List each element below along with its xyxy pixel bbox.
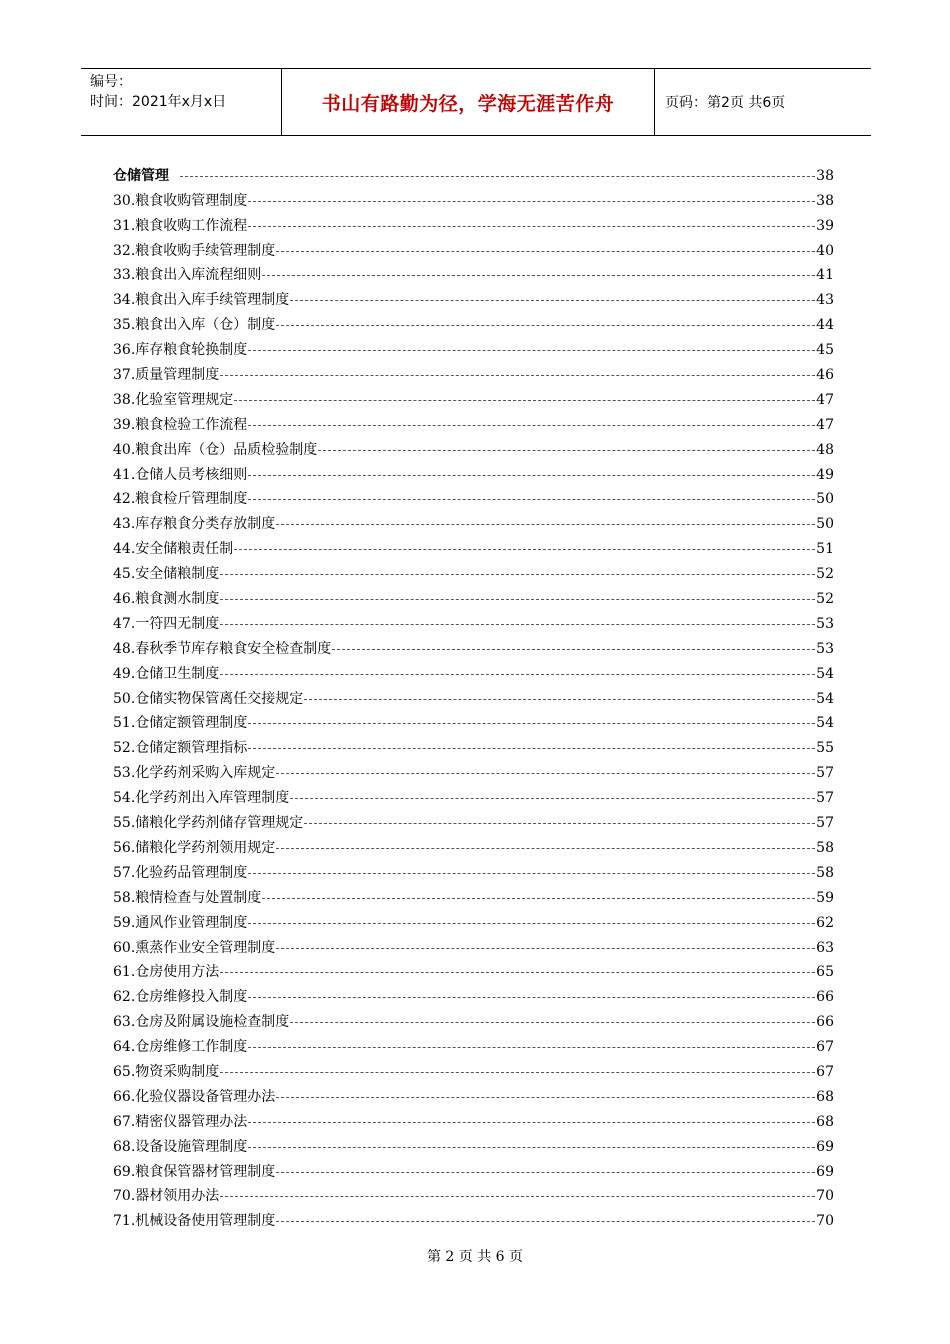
toc-entry-title: 69.粮食保管器材管理制度: [113, 1163, 276, 1180]
toc-entry-title: 35.粮食出入库（仓）制度: [113, 317, 276, 334]
toc-entry[interactable]: [113, 659, 834, 684]
toc-entry-title: 43.库存粮食分类存放制度: [113, 516, 276, 533]
toc-entry-title: 40.粮食出库（仓）品质检验制度: [113, 441, 318, 458]
document-number-label: 编号：: [90, 74, 132, 90]
toc-entry[interactable]: [113, 1206, 834, 1231]
toc-entry[interactable]: [113, 559, 834, 584]
toc-entry[interactable]: [113, 1157, 834, 1182]
toc-entry-page: 65: [816, 964, 834, 981]
toc-entry-page: 58: [816, 864, 834, 881]
toc-entry-title: 30.粮食收购管理制度: [113, 192, 248, 209]
toc-entry[interactable]: [113, 982, 834, 1007]
toc-entry[interactable]: [113, 609, 834, 634]
dot-leader: [318, 450, 815, 451]
toc-entry-title: 45.安全储粮制度: [113, 566, 220, 583]
toc-entry-page: 39: [816, 217, 834, 234]
toc-entry-page: 44: [816, 317, 834, 334]
toc-entry[interactable]: [113, 1107, 834, 1132]
dot-leader: [220, 624, 815, 625]
toc-entry-page: 45: [816, 342, 834, 359]
dot-leader: [248, 425, 815, 426]
toc-entry[interactable]: [113, 883, 834, 908]
toc-entry[interactable]: [113, 485, 834, 510]
dot-leader: [248, 201, 815, 202]
toc-entry-page: 59: [816, 889, 834, 906]
toc-entry[interactable]: [113, 186, 834, 211]
toc-entry-page: 57: [816, 790, 834, 807]
table-of-contents: [113, 161, 834, 1231]
toc-entry-title: 仓储管理: [113, 167, 169, 184]
toc-entry-title: 42.粮食检斤管理制度: [113, 491, 248, 508]
toc-entry-page: 54: [816, 690, 834, 707]
dot-leader: [276, 773, 815, 774]
toc-entry-title: 55.储粮化学药剂储存管理规定: [113, 815, 304, 832]
toc-entry-page: 38: [816, 167, 834, 184]
toc-entry[interactable]: [113, 360, 834, 385]
toc-entry-title: 67.精密仪器管理办法: [113, 1113, 248, 1130]
toc-entry-page: 47: [816, 416, 834, 433]
toc-entry-title: 52.仓储定额管理指标: [113, 740, 248, 757]
dot-leader: [304, 699, 815, 700]
toc-entry-title: 44.安全储粮责任制: [113, 541, 234, 558]
toc-entry-title: 51.仓储定额管理制度: [113, 715, 248, 732]
dot-leader: [276, 1221, 815, 1222]
toc-entry-page: 67: [816, 1063, 834, 1080]
toc-entry-page: 70: [816, 1188, 834, 1205]
dot-leader: [248, 226, 815, 227]
toc-entry[interactable]: [113, 808, 834, 833]
toc-entry-title: 38.化验室管理规定: [113, 391, 234, 408]
header-page-code: 页码：第2页 共6页: [665, 95, 786, 111]
toc-entry[interactable]: [113, 634, 834, 659]
toc-entry-title: 57.化验药品管理制度: [113, 864, 248, 881]
toc-entry[interactable]: [113, 385, 834, 410]
toc-entry-page: 52: [816, 566, 834, 583]
toc-entry-title: 37.质量管理制度: [113, 367, 220, 384]
toc-entry-page: 57: [816, 815, 834, 832]
toc-entry[interactable]: [113, 285, 834, 310]
toc-entry-title: 68.设备设施管理制度: [113, 1138, 248, 1155]
dot-leader: [220, 674, 815, 675]
dot-leader: [248, 873, 815, 874]
toc-entry-page: 52: [816, 591, 834, 608]
toc-entry-page: 49: [816, 466, 834, 483]
dot-leader: [220, 972, 815, 973]
toc-entry[interactable]: [113, 1132, 834, 1157]
toc-entry[interactable]: [113, 410, 834, 435]
toc-entry-title: 59.通风作业管理制度: [113, 914, 248, 931]
dot-leader: [220, 375, 815, 376]
toc-entry-title: 54.化学药剂出入库管理制度: [113, 790, 290, 807]
toc-entry-page: 58: [816, 839, 834, 856]
toc-entry-title: 65.物资采购制度: [113, 1063, 220, 1080]
toc-entry[interactable]: [113, 709, 834, 734]
dot-leader: [276, 848, 815, 849]
toc-entry-page: 46: [816, 367, 834, 384]
toc-entry-page: 41: [816, 267, 834, 284]
toc-entry-title: 39.粮食检验工作流程: [113, 416, 248, 433]
toc-entry-page: 63: [816, 939, 834, 956]
toc-entry-page: 51: [816, 541, 834, 558]
toc-entry-page: 50: [816, 516, 834, 533]
dot-leader: [332, 649, 815, 650]
toc-entry[interactable]: [113, 684, 834, 709]
toc-entry[interactable]: [113, 958, 834, 983]
dot-leader: [290, 798, 815, 799]
toc-entry-page: 54: [816, 715, 834, 732]
toc-entry-title: 53.化学药剂采购入库规定: [113, 765, 276, 782]
toc-entry-page: 66: [816, 989, 834, 1006]
dot-leader: [248, 475, 815, 476]
toc-entry-page: 53: [816, 640, 834, 657]
toc-entry[interactable]: [113, 1182, 834, 1207]
toc-entry-title: 46.粮食测水制度: [113, 591, 220, 608]
toc-entry-page: 68: [816, 1088, 834, 1105]
toc-entry-page: 67: [816, 1039, 834, 1056]
dot-leader: [248, 997, 815, 998]
toc-entry[interactable]: [113, 435, 834, 460]
dot-leader: [220, 1196, 815, 1197]
toc-entry-title: 31.粮食收购工作流程: [113, 217, 248, 234]
toc-entry[interactable]: [113, 310, 834, 335]
page-header: [81, 68, 871, 136]
toc-entry-page: 38: [816, 192, 834, 209]
toc-entry-title: 60.熏蒸作业安全管理制度: [113, 939, 276, 956]
dot-leader: [262, 898, 815, 899]
toc-entry-page: 66: [816, 1014, 834, 1031]
dot-leader: [220, 574, 815, 575]
toc-entry-title: 63.仓房及附属设施检查制度: [113, 1014, 290, 1031]
dot-leader: [262, 275, 815, 276]
toc-entry-title: 50.仓储实物保管离任交接规定: [113, 690, 304, 707]
dot-leader: [248, 499, 815, 500]
dot-leader: [248, 923, 815, 924]
dot-leader: [290, 300, 815, 301]
toc-entry-title: 49.仓储卫生制度: [113, 665, 220, 682]
dot-leader: [276, 1097, 815, 1098]
toc-entry-page: 40: [816, 242, 834, 259]
toc-entry-page: 53: [816, 615, 834, 632]
toc-entry[interactable]: [113, 758, 834, 783]
dot-leader: [304, 823, 815, 824]
toc-entry-title: 34.粮食出入库手续管理制度: [113, 292, 290, 309]
dot-leader: [234, 549, 815, 550]
toc-entry-title: 70.器材领用办法: [113, 1188, 220, 1205]
toc-entry-page: 54: [816, 665, 834, 682]
dot-leader: [220, 599, 815, 600]
toc-entry-page: 50: [816, 491, 834, 508]
dot-leader: [220, 1072, 815, 1073]
toc-entry[interactable]: [113, 1057, 834, 1082]
toc-entry[interactable]: [113, 933, 834, 958]
toc-entry[interactable]: [113, 584, 834, 609]
toc-entry-title: 48.春秋季节库存粮食安全检查制度: [113, 640, 332, 657]
toc-entry-title: 58.粮情检查与处置制度: [113, 889, 262, 906]
toc-section-heading[interactable]: [113, 161, 834, 186]
toc-entry-title: 62.仓房维修投入制度: [113, 989, 248, 1006]
toc-entry-title: 66.化验仪器设备管理办法: [113, 1088, 276, 1105]
dot-leader: [248, 748, 815, 749]
toc-entry-title: 47.一符四无制度: [113, 615, 220, 632]
toc-entry[interactable]: [113, 783, 834, 808]
header-motto: 书山有路勤为径，学海无涯苦作舟: [282, 69, 655, 135]
toc-entry[interactable]: [113, 858, 834, 883]
toc-entry-title: 61.仓房使用方法: [113, 964, 220, 981]
toc-entry-title: 32.粮食收购手续管理制度: [113, 242, 276, 259]
dot-leader: [180, 176, 815, 177]
dot-leader: [248, 1047, 815, 1048]
dot-leader: [248, 723, 815, 724]
toc-entry-page: 62: [816, 914, 834, 931]
dot-leader: [248, 1122, 815, 1123]
toc-entry-page: 43: [816, 292, 834, 309]
toc-entry[interactable]: [113, 460, 834, 485]
toc-entry-title: 33.粮食出入库流程细则: [113, 267, 262, 284]
toc-entry[interactable]: [113, 733, 834, 758]
toc-entry[interactable]: [113, 1032, 834, 1057]
dot-leader: [234, 400, 815, 401]
toc-entry-title: 36.库存粮食轮换制度: [113, 342, 248, 359]
header-meta: [81, 69, 282, 135]
toc-entry-title: 41.仓储人员考核细则: [113, 466, 248, 483]
toc-entry-page: 47: [816, 391, 834, 408]
toc-entry-title: 71.机械设备使用管理制度: [113, 1213, 276, 1230]
toc-entry[interactable]: [113, 236, 834, 261]
dot-leader: [276, 251, 815, 252]
document-date-label: 时间：2021年x月x日: [90, 94, 227, 110]
toc-entry-page: 69: [816, 1163, 834, 1180]
toc-entry-page: 55: [816, 740, 834, 757]
page-footer: 第 2 页 共 6 页: [426, 1249, 524, 1265]
dot-leader: [248, 350, 815, 351]
toc-entry-page: 57: [816, 765, 834, 782]
dot-leader: [276, 1172, 815, 1173]
toc-entry-title: 64.仓房维修工作制度: [113, 1039, 248, 1056]
dot-leader: [290, 1022, 815, 1023]
toc-entry[interactable]: [113, 509, 834, 534]
toc-entry[interactable]: [113, 1007, 834, 1032]
dot-leader: [276, 325, 815, 326]
dot-leader: [276, 948, 815, 949]
toc-entry-title: 56.储粮化学药剂领用规定: [113, 839, 276, 856]
toc-entry-page: 68: [816, 1113, 834, 1130]
dot-leader: [248, 1147, 815, 1148]
toc-entry[interactable]: [113, 908, 834, 933]
dot-leader: [276, 524, 815, 525]
toc-entry[interactable]: [113, 211, 834, 236]
toc-entry-page: 70: [816, 1213, 834, 1230]
toc-entry[interactable]: [113, 261, 834, 286]
toc-entry[interactable]: [113, 1082, 834, 1107]
toc-entry[interactable]: [113, 335, 834, 360]
toc-entry[interactable]: [113, 833, 834, 858]
toc-entry-page: 48: [816, 441, 834, 458]
toc-entry[interactable]: [113, 534, 834, 559]
toc-entry-page: 69: [816, 1138, 834, 1155]
